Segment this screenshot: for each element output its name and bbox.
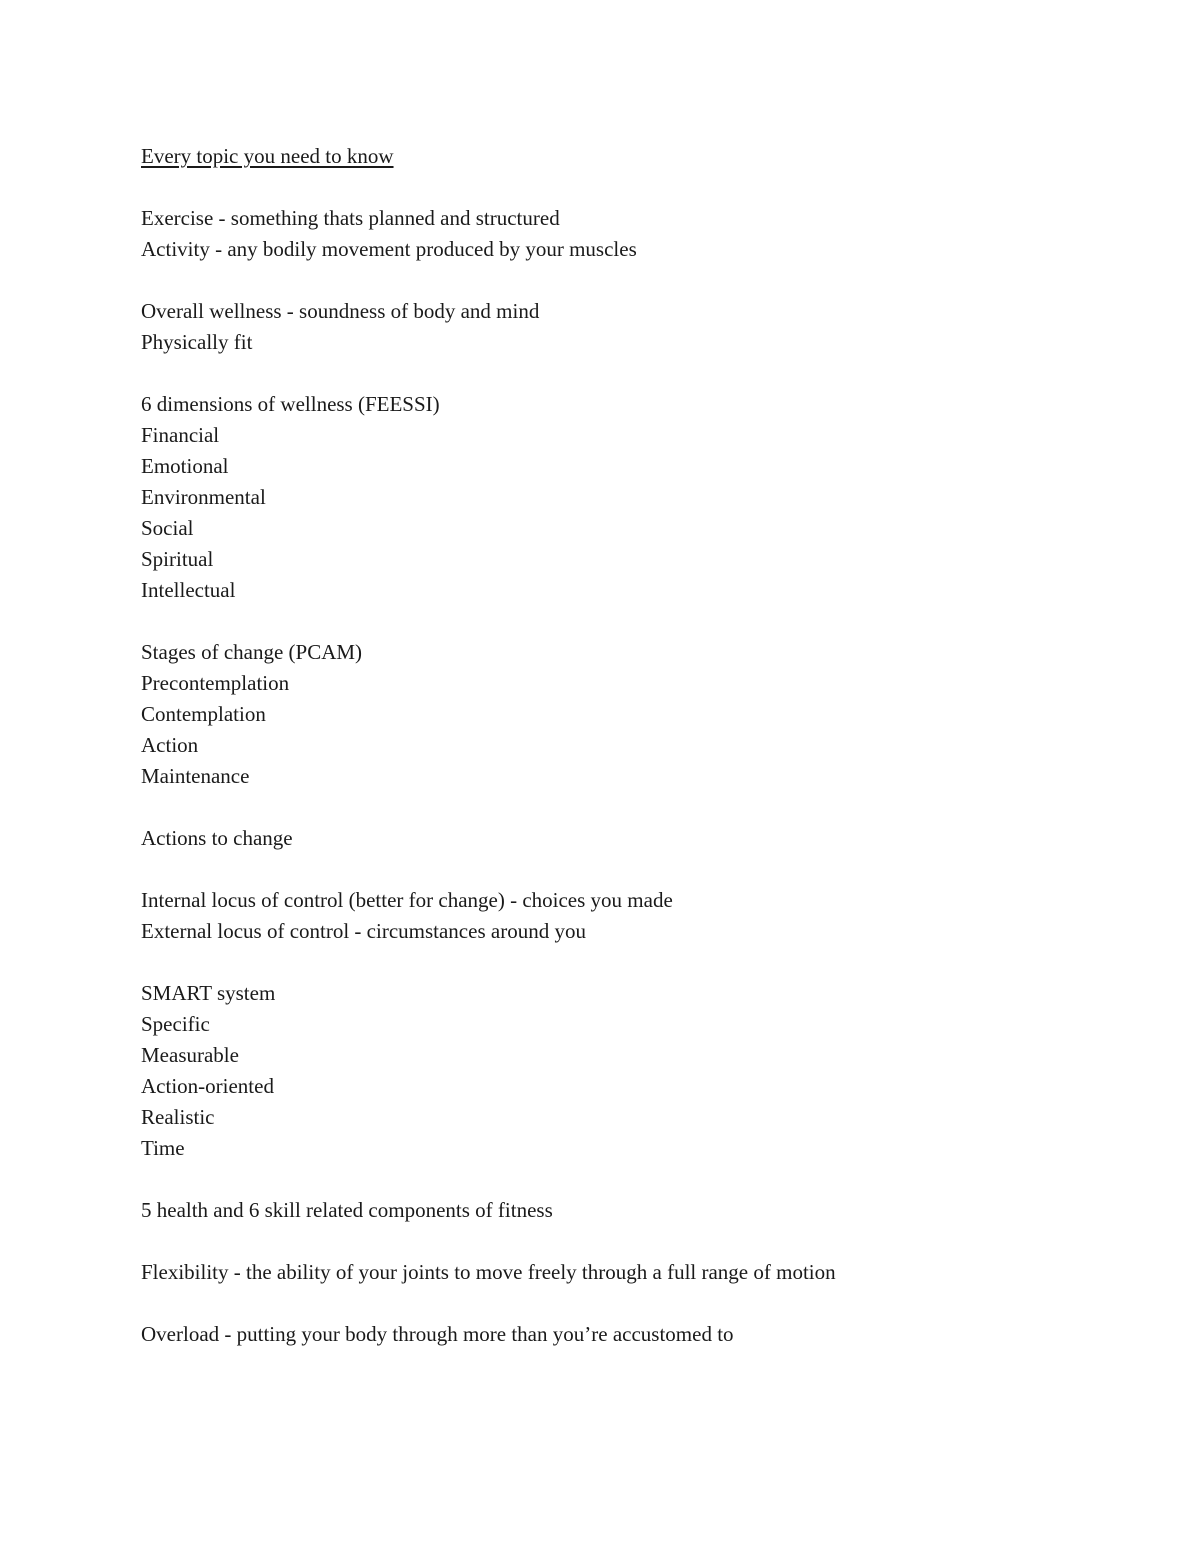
dimensions-heading: 6 dimensions of wellness (FEESSI): [141, 392, 440, 416]
actions-to-change-line: Actions to change: [141, 826, 293, 850]
smart-item: Specific: [141, 1012, 210, 1036]
dimension-item: Environmental: [141, 485, 266, 509]
document-body: [141, 141, 1121, 1350]
physically-fit-line: Physically fit: [141, 330, 253, 354]
spacer: [141, 1288, 1121, 1319]
smart-heading: SMART system: [141, 981, 276, 1005]
spacer: [141, 265, 1121, 296]
spacer: [141, 792, 1121, 823]
dimension-item: Emotional: [141, 454, 229, 478]
definition-overall-wellness: Overall wellness - soundness of body and mind: [141, 299, 540, 323]
spacer: [141, 606, 1121, 637]
spacer: [141, 358, 1121, 389]
internal-locus-line: Internal locus of control (better for change) - choices you made: [141, 888, 673, 912]
dimension-item: Social: [141, 516, 194, 540]
dimension-item: Spiritual: [141, 547, 214, 571]
spacer: [141, 172, 1121, 203]
external-locus-line: External locus of control - circumstances around you: [141, 919, 586, 943]
definition-exercise: Exercise - something thats planned and structured: [141, 206, 560, 230]
definition-activity: Activity - any bodily movement produced by your muscles: [141, 237, 637, 261]
smart-item: Time: [141, 1136, 185, 1160]
overload-line: Overload - putting your body through more than you’re accustomed to: [141, 1322, 734, 1346]
dimension-item: Intellectual: [141, 578, 236, 602]
spacer: [141, 1164, 1121, 1195]
stage-item: Precontemplation: [141, 671, 290, 695]
dimension-item: Financial: [141, 423, 220, 447]
components-line: 5 health and 6 skill related components of fitness: [141, 1198, 553, 1222]
smart-item: Measurable: [141, 1043, 239, 1067]
smart-item: Action-oriented: [141, 1074, 274, 1098]
stage-item: Action: [141, 733, 199, 757]
flexibility-line: Flexibility - the ability of your joints to move freely through a full range of motion: [141, 1260, 836, 1284]
stages-heading: Stages of change (PCAM): [141, 640, 363, 664]
spacer: [141, 947, 1121, 978]
stage-item: Contemplation: [141, 702, 266, 726]
document-title: Every topic you need to know: [141, 144, 394, 168]
spacer: [141, 1226, 1121, 1257]
spacer: [141, 854, 1121, 885]
smart-item: Realistic: [141, 1105, 215, 1129]
stage-item: Maintenance: [141, 764, 250, 788]
